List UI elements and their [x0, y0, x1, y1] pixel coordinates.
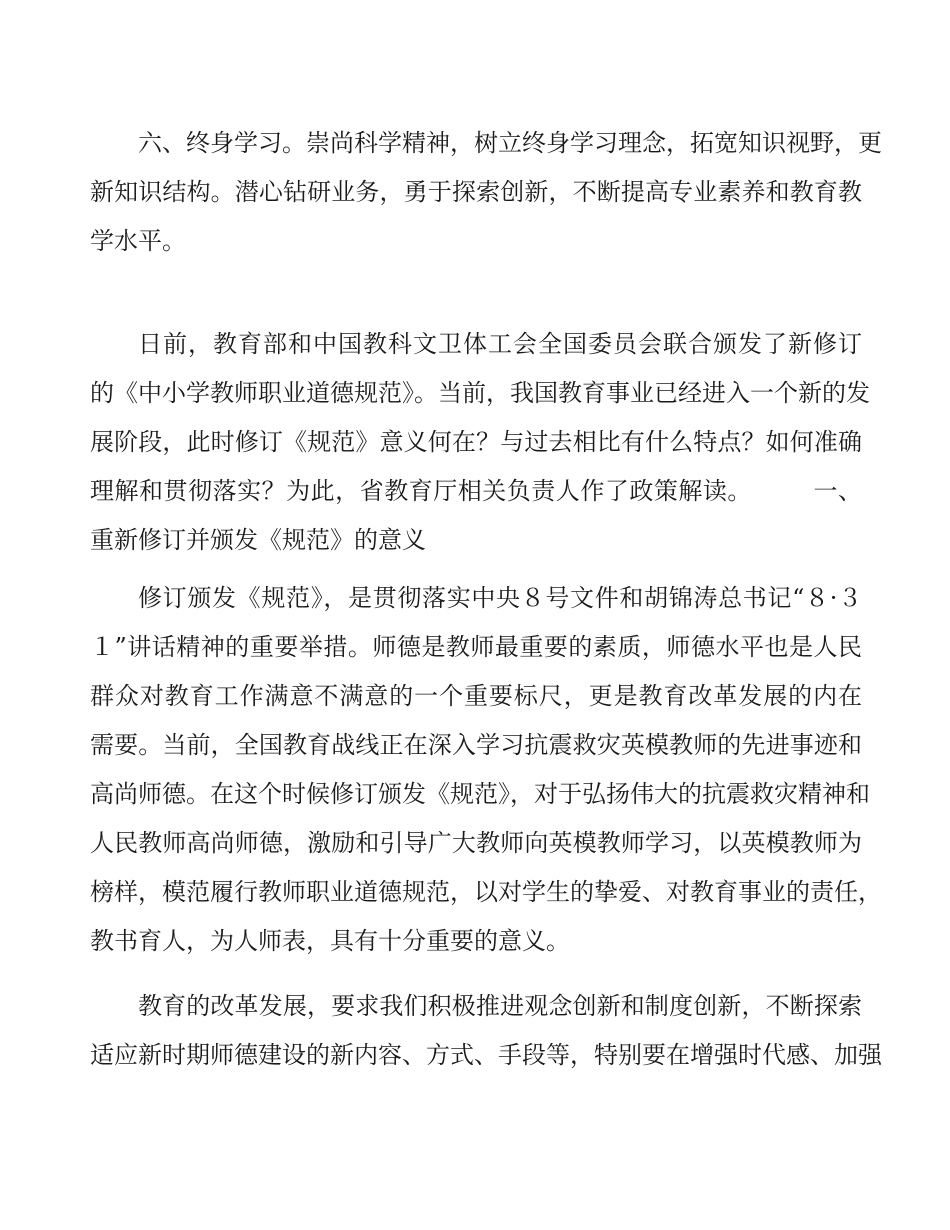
paragraph-3-line-5: 高尚师德。在这个时候修订颁发《规范》，对于弘扬伟大的抗震救灾精神和 [90, 780, 870, 808]
paragraph-3-line-1: 修订颁发《规范》，是贯彻落实中央８号文件和胡锦涛总书记“８·３ [138, 584, 862, 612]
paragraph-1-line-3: 学水平。 [90, 227, 186, 255]
paragraph-2-line-3: 展阶段，此时修订《规范》意义何在？与过去相比有什么特点？如何准确 [90, 428, 862, 456]
paragraph-2-line-1: 日前，教育部和中国教科文卫体工会全国委员会联合颁发了新修订 [138, 330, 862, 358]
paragraph-1-line-2: 新知识结构。潜心钻研业务，勇于探索创新，不断提高专业素养和教育教 [90, 178, 862, 206]
paragraph-1-line-1: 六、终身学习。崇尚科学精神，树立终身学习理念，拓宽知识视野，更 [138, 129, 882, 157]
paragraph-3-line-4: 需要。当前，全国教育战线正在深入学习抗震救灾英模教师的先进事迹和 [90, 731, 862, 759]
paragraph-4-line-2: 适应新时期师德建设的新内容、方式、手段等，特别要在增强时代感、加强 [90, 1041, 882, 1069]
paragraph-3-line-6: 人民教师高尚师德，激励和引导广大教师向英模教师学习，以英模教师为 [90, 829, 862, 857]
paragraph-3-line-7: 榜样，模范履行教师职业道德规范，以对学生的挚爱、对教育事业的责任， [90, 878, 882, 906]
paragraph-3-line-8: 教书育人，为人师表，具有十分重要的意义。 [90, 927, 570, 955]
paragraph-4-line-1: 教育的改革发展，要求我们积极推进观念创新和制度创新，不断探索 [138, 992, 862, 1020]
section-heading: 重新修订并颁发《规范》的意义 [90, 526, 426, 554]
paragraph-3-line-3: 群众对教育工作满意不满意的一个重要标尺，更是教育改革发展的内在 [90, 682, 862, 710]
paragraph-2-line-4: 理解和贯彻落实？为此，省教育厅相关负责人作了政策解读。 一、 [90, 477, 862, 505]
paragraph-3-line-2: １”讲话精神的重要举措。师德是教师最重要的素质，师德水平也是人民 [90, 633, 862, 661]
paragraph-2-line-2: 的《中小学教师职业道德规范》。当前，我国教育事业已经进入一个新的发 [90, 379, 870, 407]
